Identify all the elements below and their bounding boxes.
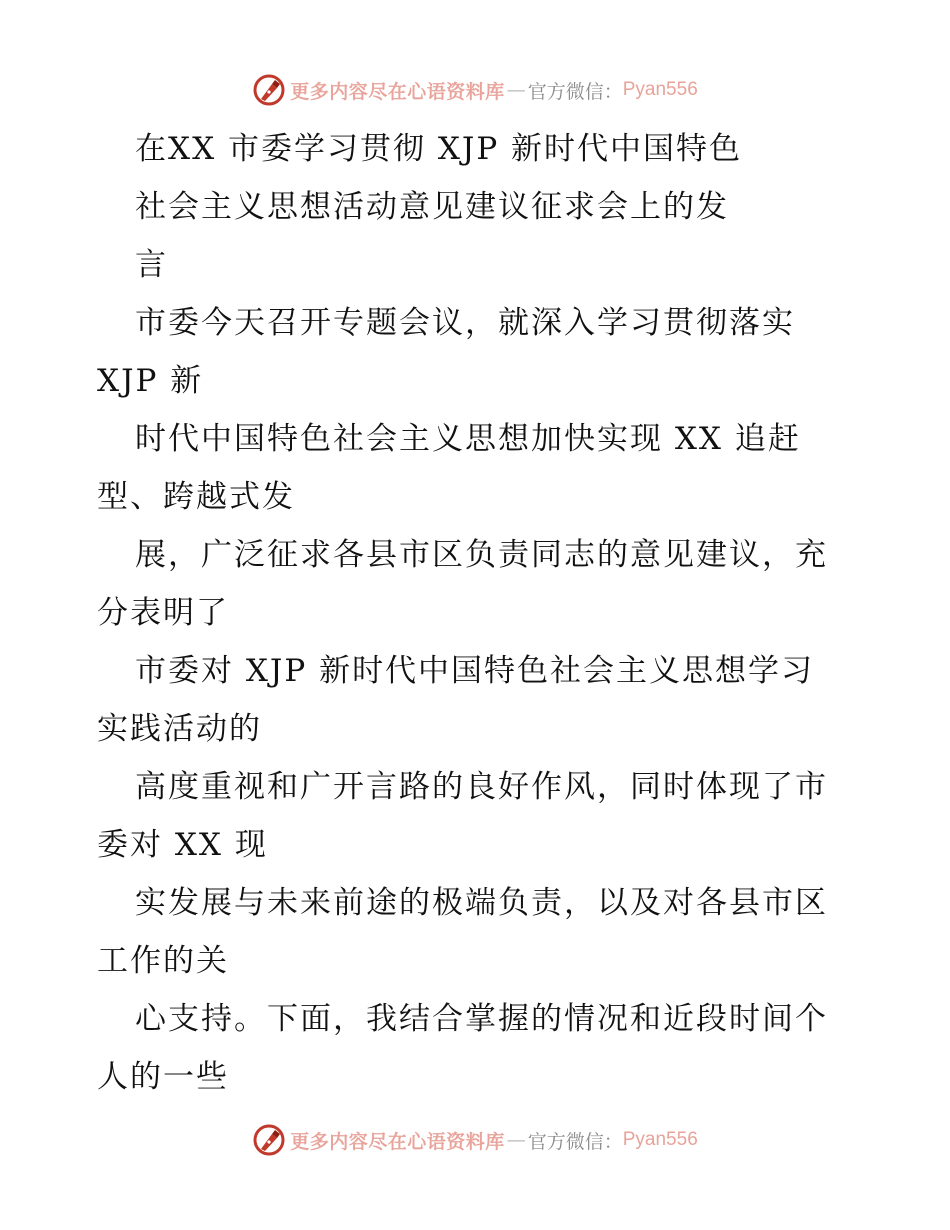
text-line: 实践活动的 xyxy=(97,711,262,747)
banner-separator: — xyxy=(506,79,526,101)
text-line: 言 xyxy=(135,247,168,283)
text-line: 高度重视和广开言路的良好作风，同时体现了市 xyxy=(135,769,828,805)
text-line: 在XX 市委学习贯彻 XJP 新时代中国特色 xyxy=(135,131,743,167)
text-line: 工作的关 xyxy=(97,943,229,979)
text-line: 实发展与未来前途的极端负责，以及对各县市区 xyxy=(135,885,828,921)
banner-title: 更多内容尽在心语资料库 xyxy=(290,1130,505,1153)
text-line: 型、跨越式发 xyxy=(97,479,295,515)
banner-wechat-label: 官方微信： xyxy=(527,1130,623,1153)
text-line: 社会主义思想活动意见建议征求会上的发 xyxy=(135,189,729,225)
text-line: 展，广泛征求各县市区负责同志的意见建议，充 xyxy=(135,537,828,573)
footer-banner xyxy=(0,1118,950,1162)
text-line: 分表明了 xyxy=(97,595,229,631)
text-line: XJP 新 xyxy=(97,363,204,399)
text-line: 委对 XX 现 xyxy=(97,827,268,863)
text-line: 人的一些 xyxy=(97,1059,229,1095)
banner-wechat-label: 官方微信： xyxy=(527,80,623,103)
banner-wechat-id: Pyan556 xyxy=(622,1129,698,1150)
text-line: 心支持。下面，我结合掌握的情况和近段时间个 xyxy=(135,1001,828,1037)
text-line: 市委对 XJP 新时代中国特色社会主义思想学习 xyxy=(135,653,815,689)
pen-logo-icon xyxy=(252,1123,286,1157)
text-line: 时代中国特色社会主义思想加快实现 XX 追赶 xyxy=(135,421,801,457)
pen-logo-icon xyxy=(252,73,286,107)
header-banner xyxy=(0,68,950,112)
banner-separator: — xyxy=(506,1129,526,1151)
document-body xyxy=(97,120,857,1106)
banner-title: 更多内容尽在心语资料库 xyxy=(290,80,505,103)
banner-wechat-id: Pyan556 xyxy=(622,79,698,100)
text-line: 市委今天召开专题会议，就深入学习贯彻落实 xyxy=(135,305,795,341)
